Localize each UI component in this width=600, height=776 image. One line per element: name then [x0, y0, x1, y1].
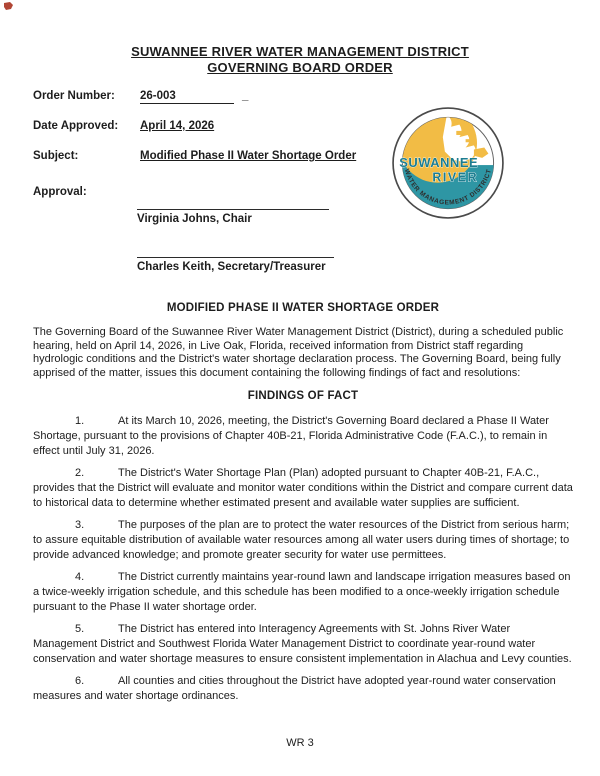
signature-line: [137, 196, 329, 210]
seal-map-speck-2: [466, 139, 470, 142]
seal-text-suwannee: SUWANNEE: [399, 155, 479, 171]
subject-row: [33, 150, 356, 162]
finding-text: The District has entered into Interagency Agreements with St. Johns River Water Management District and Southwest Florida Water Management District to coordinate year-round water conservation and water shortage measures to ensure consistent implementation in Alachua and Levy counties.: [33, 623, 572, 665]
signature-block-secretary: [137, 244, 334, 273]
seal-map-speck-1: [456, 131, 461, 135]
finding-item-3: [33, 518, 573, 563]
subject-value: Modified Phase II Water Shortage Order: [140, 150, 357, 162]
signature-line: [137, 244, 334, 258]
finding-number: 6.: [75, 675, 85, 687]
document-title: [0, 44, 600, 76]
finding-item-5: [33, 622, 573, 667]
intro-paragraph: The Governing Board of the Suwannee River Water Management District (District), during a scheduled public hearing, held on April 14, 2026, in Live Oak, Florida, received information from District staff regarding hydrologic conditions and the District's water shortage declaration process. The Governing Board, being fully apprised of the matter, issues this document containing the following findings of fact and resolutions:: [33, 326, 564, 379]
signature-name-chair: Virginia Johns, Chair: [137, 213, 252, 225]
finding-number: 5.: [75, 623, 85, 635]
finding-number: 2.: [75, 467, 85, 479]
finding-text: The purposes of the plan are to protect the water resources of the District from serious harm; to assure equitable distribution of available water resources among all water users during times of shortage; to provide advanced knowledge; and promote greater security for water use permittees.: [33, 519, 570, 561]
finding-text: The District's Water Shortage Plan (Plan) adopted pursuant to Chapter 40B-21, F.A.C., provides that the District will evaluate and monitor water conditions within the District and compare current data to historical data to determine whether estimated present and available water supplies are sufficient.: [33, 467, 573, 509]
findings-heading: FINDINGS OF FACT: [247, 390, 359, 402]
date-approved-row: [33, 120, 214, 132]
subject-label: Subject:: [33, 150, 79, 162]
finding-number: 3.: [75, 519, 85, 531]
scan-artifact-mark: [4, 2, 15, 11]
stray-underscore: _: [242, 90, 249, 102]
finding-text: At its March 10, 2026, meeting, the District's Governing Board declared a Phase II Water Shortage, pursuant to the provisions of Chapter 40B-21, Florida Administrative Code (F.A.C.), to remain in effect until July 31, 2026.: [33, 415, 549, 457]
approval-row: [33, 186, 140, 198]
finding-text: The District currently maintains year-round lawn and landscape irrigation measures based on a twice-weekly irrigation schedule, and this schedule has been modified to a once-weekly irrigation schedule pursuant to the Phase II water shortage order.: [33, 571, 571, 613]
finding-text: All counties and cities throughout the District have adopted year-round water conservation measures and water shortage ordinances.: [33, 675, 556, 702]
date-approved-value: April 14, 2026: [140, 120, 215, 132]
document-title-line2: GOVERNING BOARD ORDER: [207, 60, 393, 75]
finding-item-1: [33, 414, 573, 459]
signature-name-secretary: Charles Keith, Secretary/Treasurer: [137, 261, 326, 273]
seal-text-river: RIVER: [432, 170, 479, 185]
order-number-label: Order Number:: [33, 90, 115, 102]
district-seal-logo: [391, 106, 505, 220]
seal-map-speck-3: [453, 121, 457, 124]
finding-item-6: [33, 674, 573, 704]
finding-item-4: [33, 570, 573, 615]
finding-number: 1.: [75, 415, 85, 427]
order-section-heading: MODIFIED PHASE II WATER SHORTAGE ORDER: [166, 302, 440, 314]
finding-item-2: [33, 466, 573, 511]
seal-arc-text: WATER MANAGEMENT DISTRICT: [402, 168, 494, 207]
approval-label: Approval:: [33, 186, 87, 198]
date-approved-label: Date Approved:: [33, 120, 119, 132]
finding-number: 4.: [75, 571, 85, 583]
signature-block-chair: [137, 196, 329, 225]
document-title-line1: SUWANNEE RIVER WATER MANAGEMENT DISTRICT: [131, 44, 469, 59]
page-number: WR 3: [286, 737, 314, 749]
order-number-value: 26-003: [140, 90, 234, 104]
document-body: [33, 301, 573, 711]
order-number-row: [33, 90, 248, 104]
